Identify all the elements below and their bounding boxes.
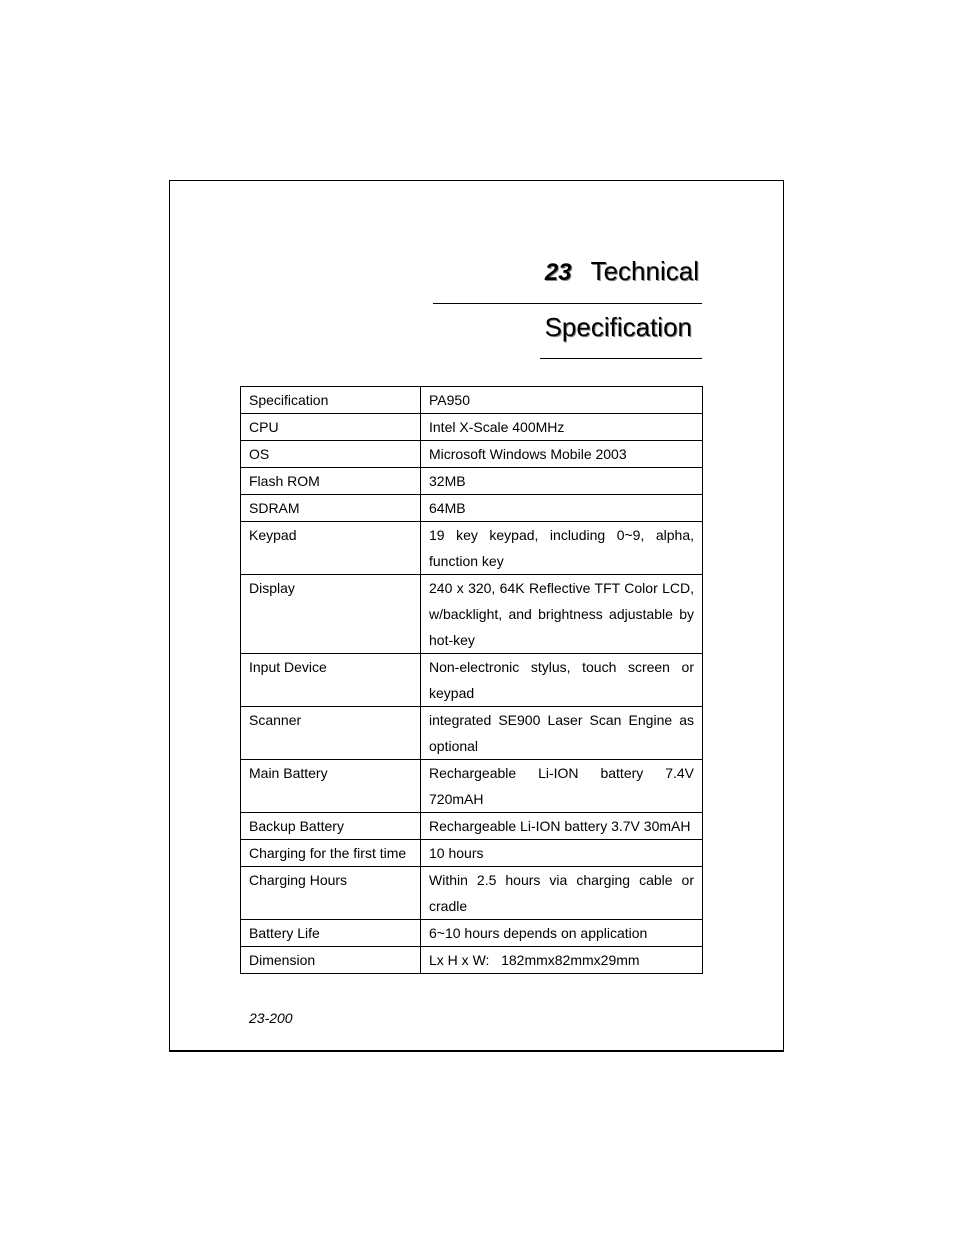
spec-value-cell: Rechargeable Li-ION battery 7.4V 720mAH [421, 760, 703, 813]
spec-value-cell: Lx H x W: 182mmx82mmx29mm [421, 947, 703, 974]
spec-value-cell: 240 x 320, 64K Reflective TFT Color LCD, w/backlight, and brightness adjustable by hot-key [421, 575, 703, 654]
heading-rule-bottom [540, 358, 702, 359]
table-row [241, 654, 703, 707]
table-row [241, 920, 703, 947]
spec-label-cell: Main Battery [241, 760, 421, 813]
table-row [241, 707, 703, 760]
chapter-title-line1: Technical [590, 256, 699, 286]
spec-value-cell: PA950 [421, 387, 703, 414]
table-row [241, 840, 703, 867]
spec-label-cell: Display [241, 575, 421, 654]
spec-value-cell: 6~10 hours depends on application [421, 920, 703, 947]
spec-value-cell: 64MB [421, 495, 703, 522]
spec-label-cell: Dimension [241, 947, 421, 974]
table-row [241, 760, 703, 813]
table-row [241, 468, 703, 495]
table-row [241, 813, 703, 840]
spec-label-cell: Backup Battery [241, 813, 421, 840]
table-row [241, 522, 703, 575]
spec-value-cell: 32MB [421, 468, 703, 495]
spec-label-cell: OS [241, 441, 421, 468]
spec-value-cell: Rechargeable Li-ION battery 3.7V 30mAH [421, 813, 703, 840]
spec-value-cell: 19 key keypad, including 0~9, alpha, function key [421, 522, 703, 575]
chapter-title-line2: Specification [544, 312, 692, 342]
table-row [241, 387, 703, 414]
spec-label-cell: Charging Hours [241, 867, 421, 920]
table-row [241, 441, 703, 468]
table-row [241, 495, 703, 522]
spec-label-cell: Charging for the first time [241, 840, 421, 867]
spec-label-cell: SDRAM [241, 495, 421, 522]
spec-value-cell: Non-electronic stylus, touch screen or keypad [421, 654, 703, 707]
spec-value-cell: Microsoft Windows Mobile 2003 [421, 441, 703, 468]
spec-label-cell: Specification [241, 387, 421, 414]
spec-value-cell: Within 2.5 hours via charging cable or cradle [421, 867, 703, 920]
page-number: 23-200 [249, 1010, 293, 1026]
spec-value-cell: integrated SE900 Laser Scan Engine as optional [421, 707, 703, 760]
spec-label-cell: Input Device [241, 654, 421, 707]
spec-label-cell: Battery Life [241, 920, 421, 947]
spec-table [240, 386, 703, 974]
spec-label-cell: Scanner [241, 707, 421, 760]
chapter-heading [433, 256, 702, 300]
table-row [241, 414, 703, 441]
heading-rule-top [433, 303, 702, 304]
spec-label-cell: Keypad [241, 522, 421, 575]
table-row [241, 947, 703, 974]
spec-value-cell: 10 hours [421, 840, 703, 867]
table-row [241, 867, 703, 920]
table-row [241, 575, 703, 654]
spec-table-body [241, 387, 703, 974]
spec-value-cell: Intel X-Scale 400MHz [421, 414, 703, 441]
spec-label-cell: Flash ROM [241, 468, 421, 495]
spec-label-cell: CPU [241, 414, 421, 441]
chapter-number: 23 [544, 259, 572, 286]
